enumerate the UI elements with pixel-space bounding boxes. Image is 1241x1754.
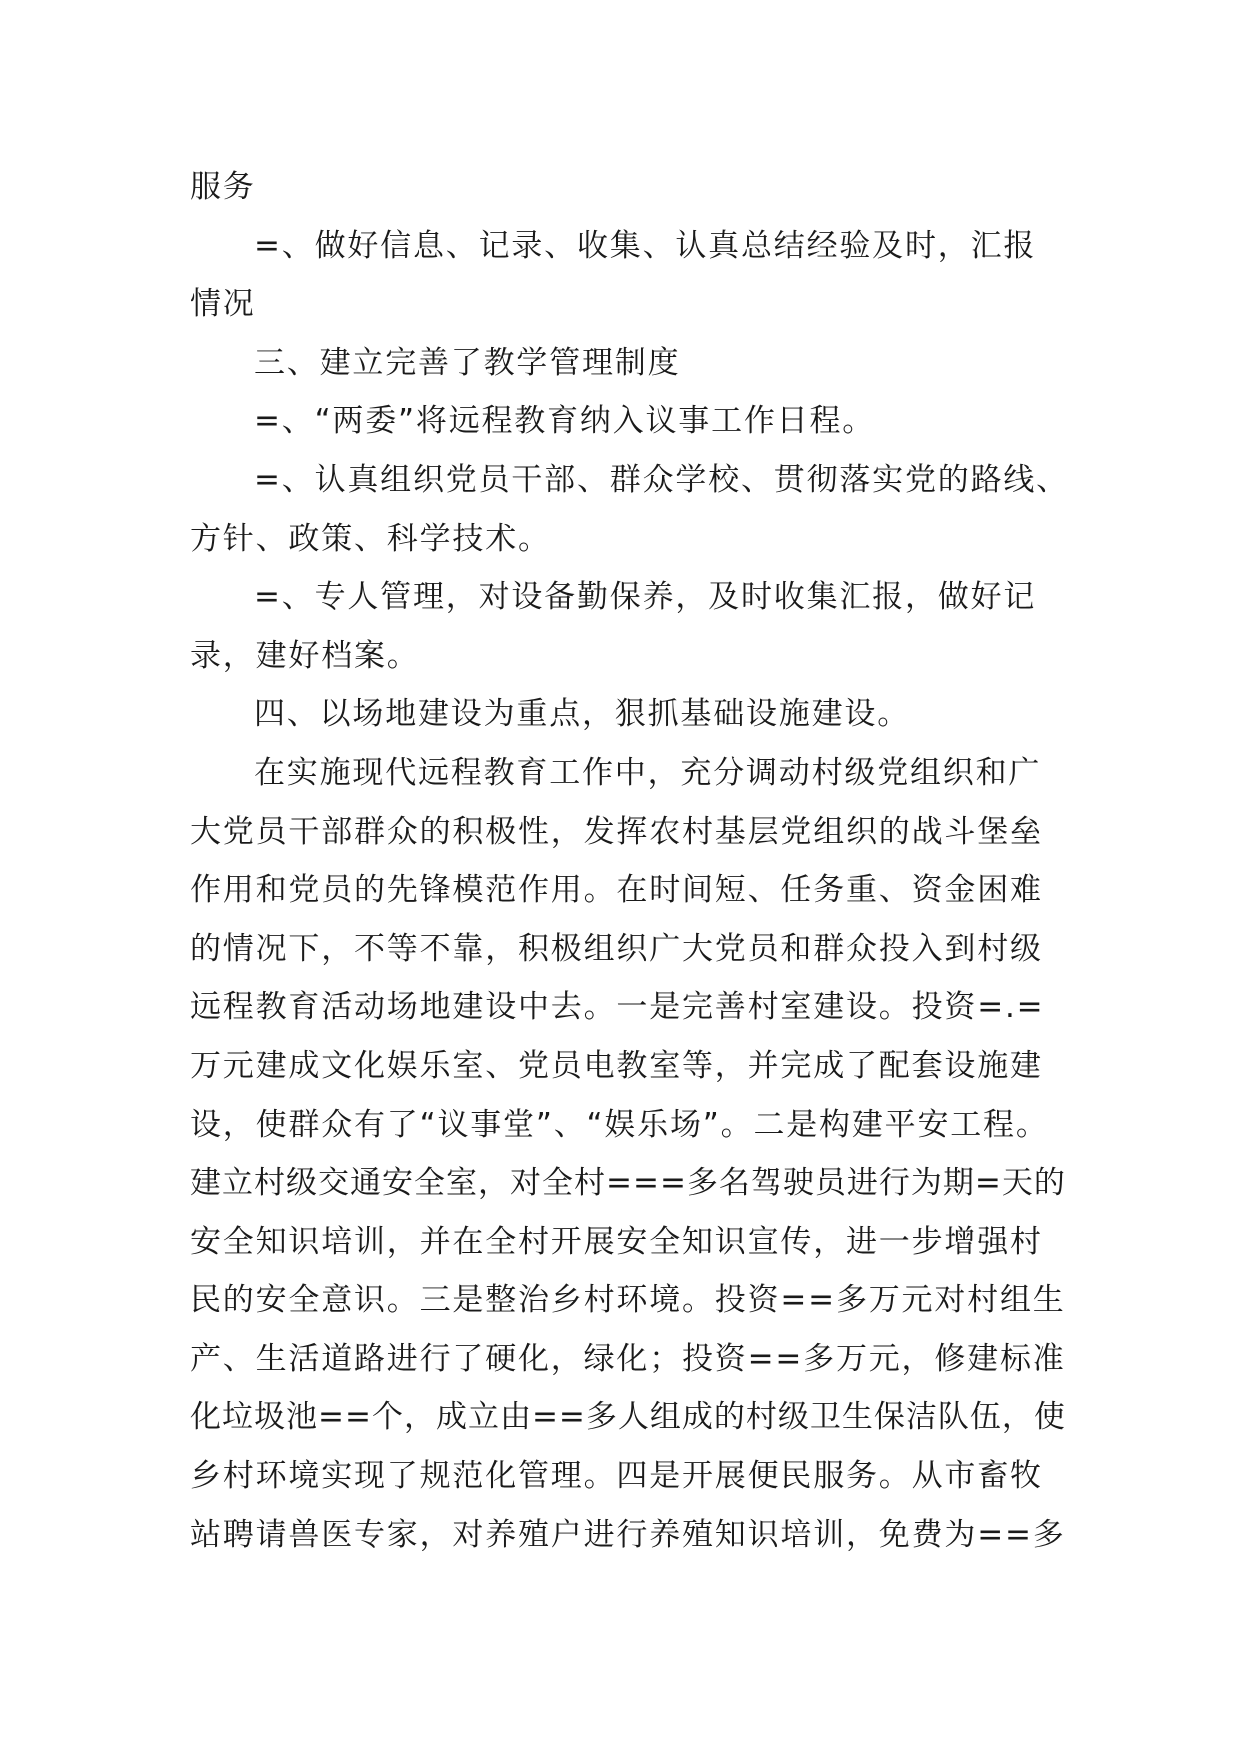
text-line: 站聘请兽医专家，对养殖户进行养殖知识培训，免费为==多 [190,1516,1066,1553]
text-line: 大党员干部群众的积极性，发挥农村基层党组织的战斗堡垒 [190,813,1043,850]
text-line: 服务 [190,169,256,205]
text-line: 方针、政策、科学技术。 [190,520,551,557]
text-line: 的情况下，不等不靠，积极组织广大党员和群众投入到村级 [190,930,1043,967]
text-line: 设，使群众有了“议事堂”、“娱乐场”。二是构建平安工程。 [190,1106,1049,1143]
text-line: 乡村环境实现了规范化管理。四是开展便民服务。从市畜牧 [190,1458,1043,1495]
text-line: =、“两委”将远程教育纳入议事工作日程。 [254,403,876,440]
text-line: =、认真组织党员干部、群众学校、贯彻落实党的路线、 [254,461,1069,498]
text-line: 录，建好档案。 [190,637,420,674]
text-line: =、专人管理，对设备勤保养，及时收集汇报，做好记 [254,579,1037,616]
text-line: 产、生活道路进行了硬化，绿化；投资==多万元，修建标准 [190,1340,1066,1377]
text-line: 民的安全意识。三是整治乡村环境。投资==多万元对村组生 [190,1282,1066,1319]
text-line: 情况 [190,286,256,323]
section-heading: 三、建立完善了教学管理制度 [254,344,681,381]
text-line: 安全知识培训，并在全村开展安全知识宣传，进一步增强村 [190,1223,1043,1260]
text-line: 化垃圾池==个，成立由==多人组成的村级卫生保洁队伍，使 [190,1399,1066,1436]
text-line: 作用和党员的先锋模范作用。在时间短、任务重、资金困难 [190,872,1043,909]
text-line: 在实施现代远程教育工作中，充分调动村级党组织和广 [254,754,1042,791]
text-line: 建立村级交通安全室，对全村===多名驾驶员进行为期=天的 [190,1165,1066,1202]
document-body [190,158,1070,1564]
text-line: =、做好信息、记录、收集、认真总结经验及时，汇报 [254,227,1037,264]
text-line: 远程教育活动场地建设中去。一是完善村室建设。投资=.= [190,989,1045,1026]
section-heading: 四、以场地建设为重点，狠抓基础设施建设。 [254,696,910,733]
text-line: 万元建成文化娱乐室、党员电教室等，并完成了配套设施建 [190,1047,1043,1084]
